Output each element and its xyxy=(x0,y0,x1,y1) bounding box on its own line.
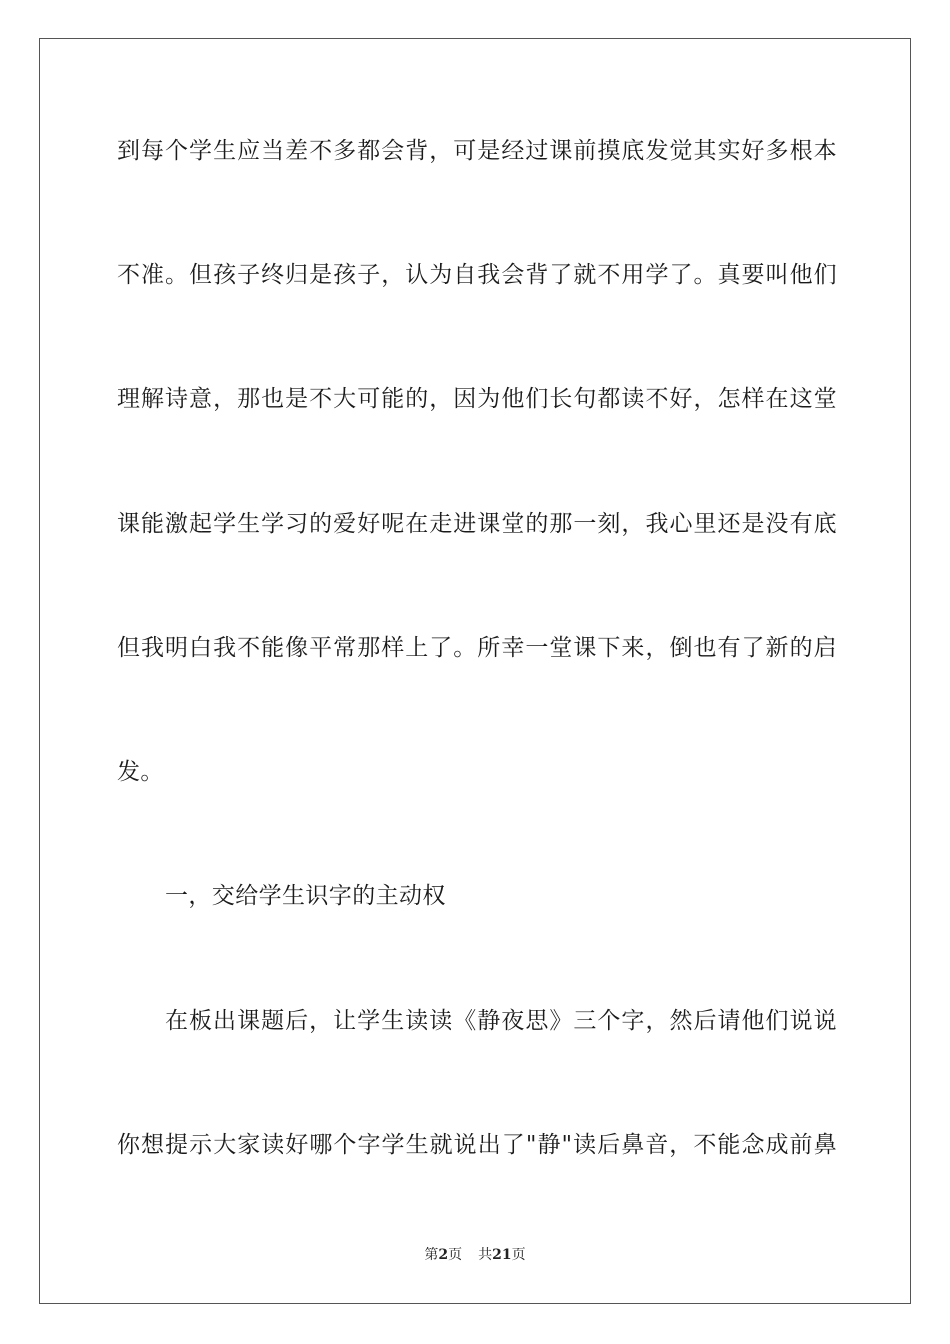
section-heading: 一，交给学生识字的主动权 xyxy=(165,883,446,909)
footer-prefix: 第 xyxy=(424,1247,439,1263)
text-line-9: 你想提示大家读好哪个字学生就说出了"静"读后鼻音，不能念成前鼻 xyxy=(117,1132,837,1158)
footer-page-unit: 页 xyxy=(448,1247,463,1263)
text-line-5: 但我明白我不能像平常那样上了。所幸一堂课下来，倒也有了新的启 xyxy=(117,635,837,661)
text-line-3: 理解诗意，那也是不大可能的，因为他们长句都读不好，怎样在这堂 xyxy=(117,386,837,412)
text-line-1: 到每个学生应当差不多都会背，可是经过课前摸底发觉其实好多根本 xyxy=(117,138,837,164)
footer-total-prefix: 共 xyxy=(478,1247,493,1263)
footer-page-number: 2 xyxy=(438,1247,449,1263)
footer-total-unit: 页 xyxy=(511,1247,526,1263)
text-line-8: 在板出课题后，让学生读读《静夜思》三个字，然后请他们说说 xyxy=(165,1008,837,1034)
page-frame xyxy=(39,38,911,1304)
text-line-2: 不准。但孩子终归是孩子，认为自我会背了就不用学了。真要叫他们 xyxy=(117,262,837,288)
page-footer xyxy=(0,1246,950,1264)
text-line-6: 发。 xyxy=(117,759,164,785)
footer-total-pages: 21 xyxy=(492,1247,512,1263)
text-line-4: 课能激起学生学习的爱好呢在走进课堂的那一刻，我心里还是没有底 xyxy=(117,511,837,537)
